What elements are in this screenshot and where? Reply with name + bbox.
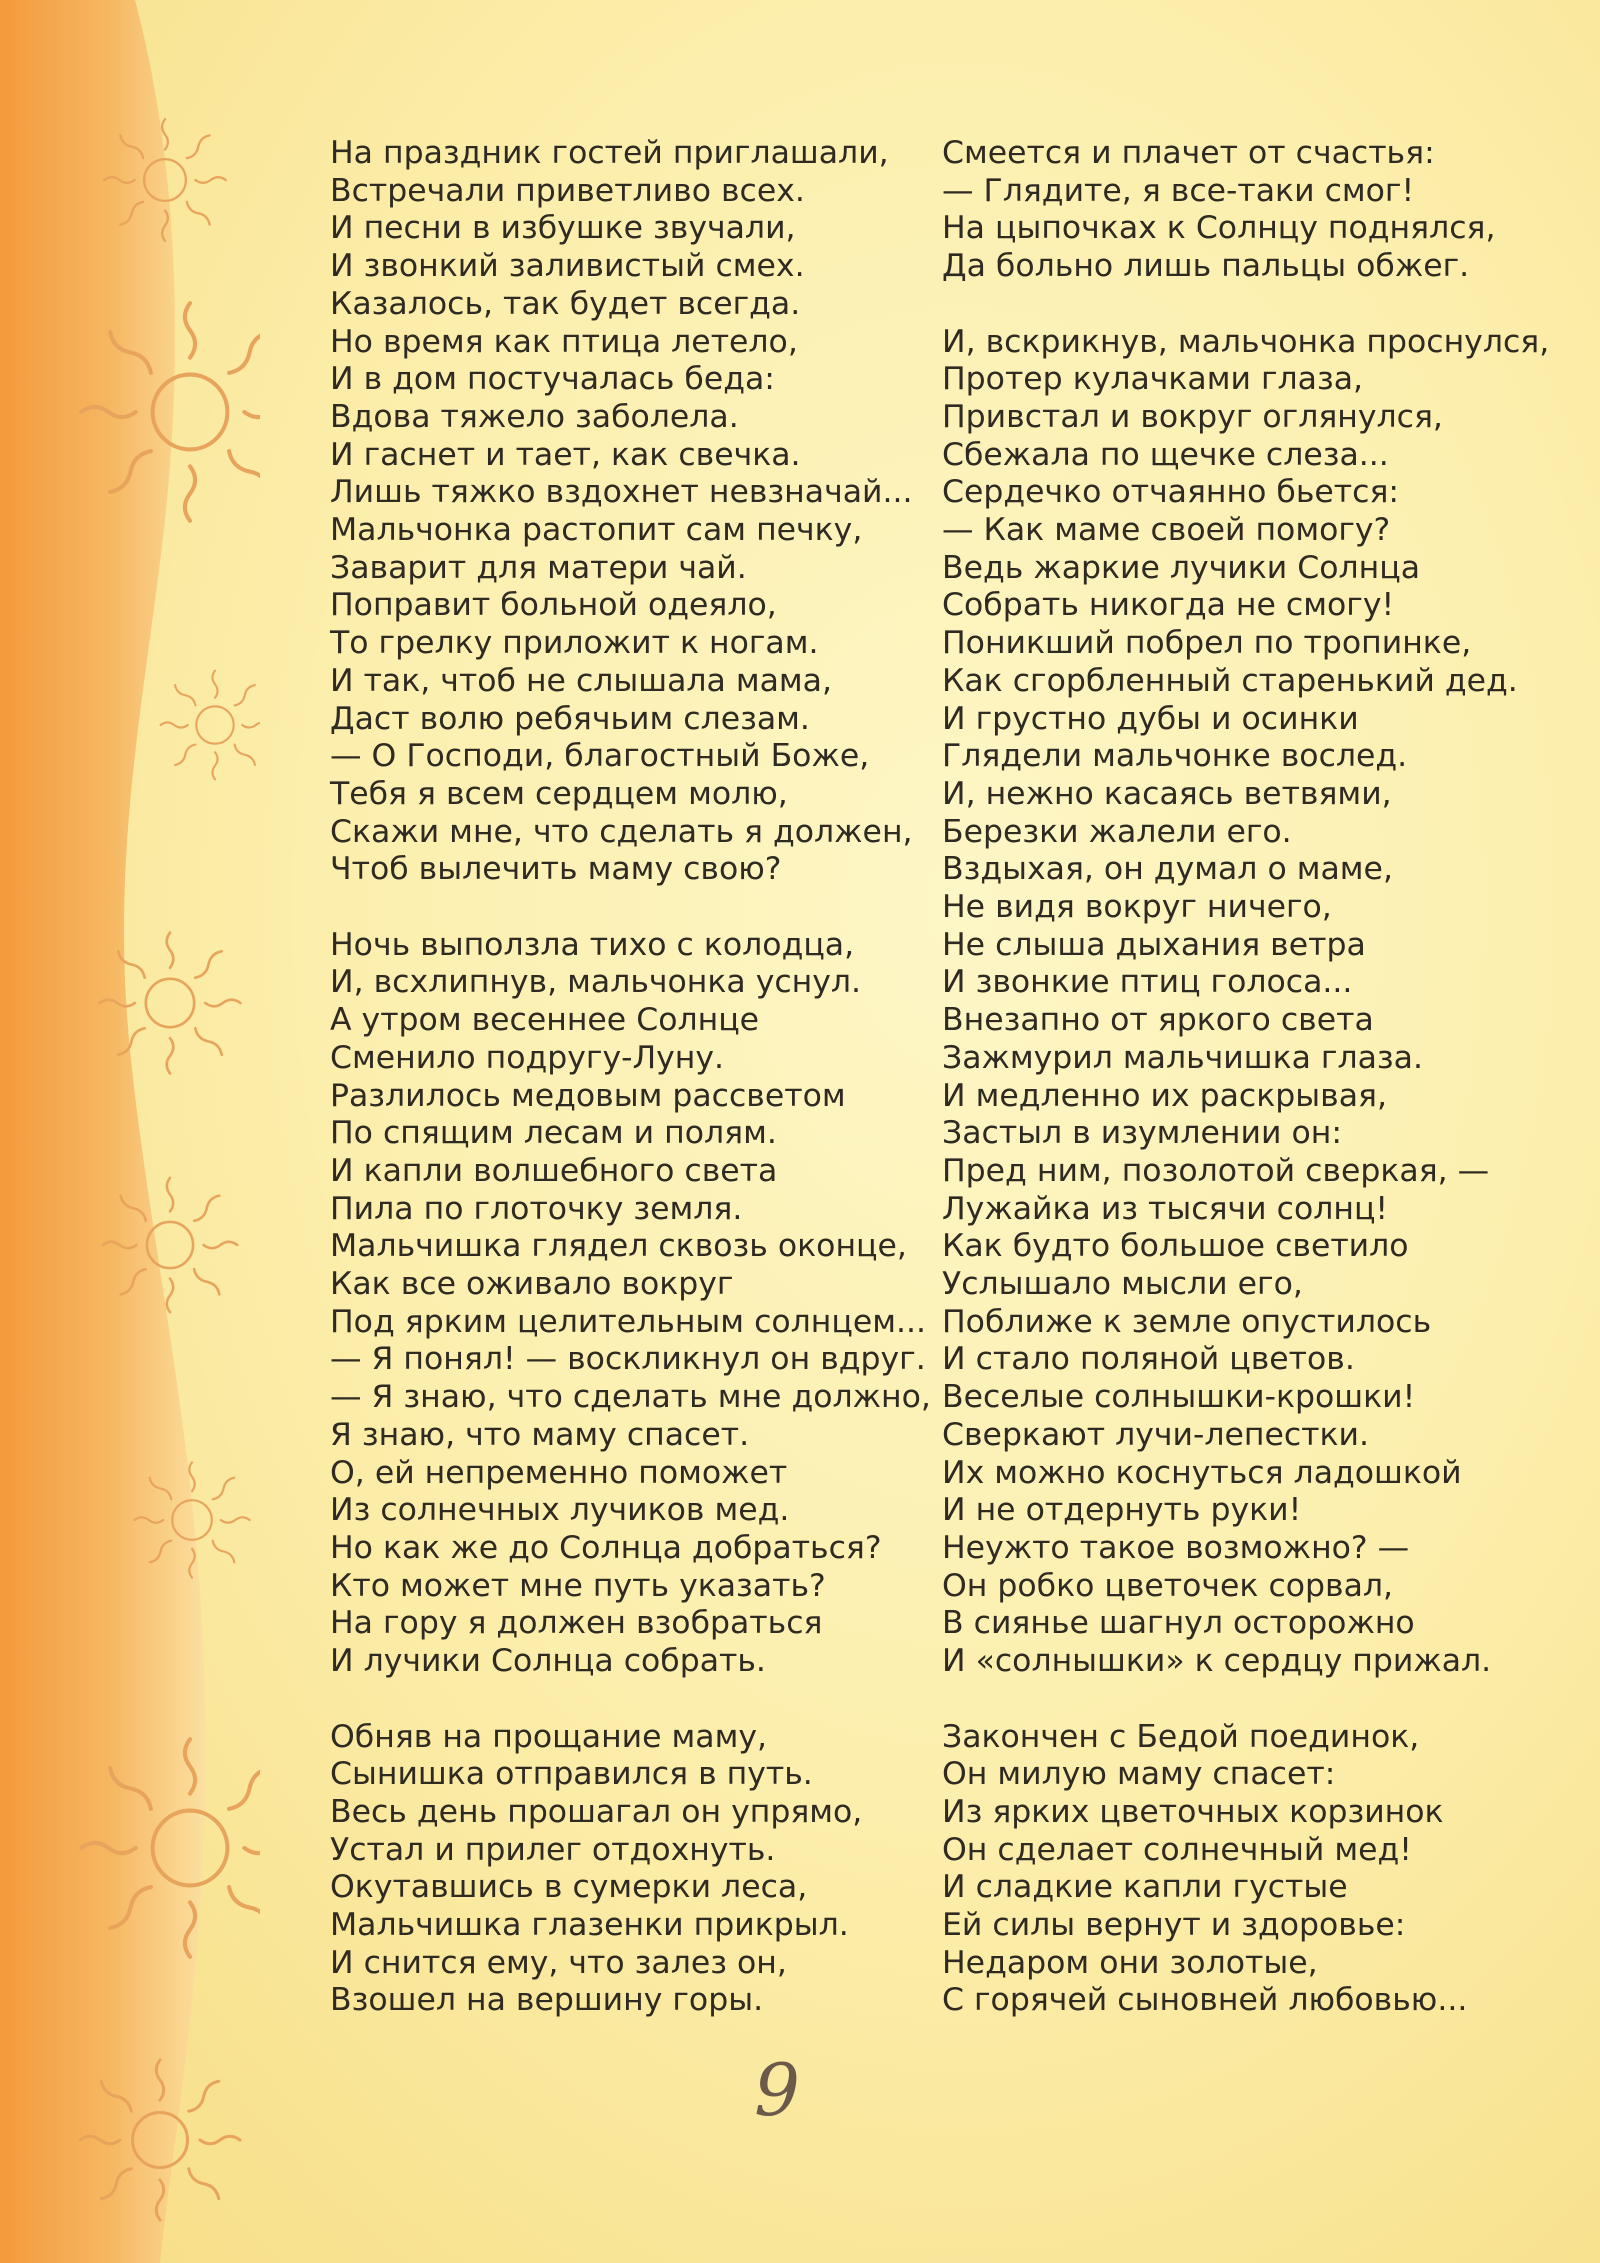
poem-line: Вздыхая, он думал о маме, bbox=[942, 851, 1393, 888]
poem-line: И сладкие капли густые bbox=[942, 1869, 1348, 1906]
poem-line: Он робко цветочек сорвал, bbox=[942, 1567, 1394, 1604]
stanza bbox=[942, 1719, 1582, 2021]
poem-line: Он сделает солнечный мед! bbox=[942, 1831, 1412, 1868]
sun-icon bbox=[103, 1178, 237, 1312]
poem-line: И гаснет и тает, как свечка. bbox=[330, 436, 801, 473]
poem-line: С горячей сыновней любовью... bbox=[942, 1982, 1468, 2019]
poem-line: И звонкий заливистый смех. bbox=[330, 248, 805, 285]
poem-line: Взошел на вершину горы. bbox=[330, 1982, 764, 2019]
poem-line: Сменило подругу-Луну. bbox=[330, 1039, 725, 1076]
poem-line: Как будто большое светило bbox=[942, 1228, 1409, 1265]
poem-line: Веселые солнышки-крошки! bbox=[942, 1379, 1416, 1416]
poem-line: На праздник гостей приглашали, bbox=[330, 135, 889, 171]
sun-decorations bbox=[0, 0, 260, 2263]
poem-line: Обняв на прощание маму, bbox=[330, 1718, 768, 1755]
poem-line: И стало поляной цветов. bbox=[942, 1341, 1355, 1378]
poem-line: Их можно коснуться ладошкой bbox=[942, 1454, 1462, 1491]
poem-line: Чтоб вылечить маму свою? bbox=[330, 851, 782, 888]
poem-line: Как все оживало вокруг bbox=[330, 1266, 734, 1303]
poem-line: Но время как птица летело, bbox=[330, 323, 798, 360]
poem-line: Зажмурил мальчишка глаза. bbox=[942, 1039, 1423, 1076]
poem-line: Под ярким целительным солнцем... bbox=[330, 1303, 927, 1340]
poem-line: О, ей непременно поможет bbox=[330, 1454, 788, 1491]
poem-line: И в дом постучалась беда: bbox=[330, 361, 775, 398]
poem-line: Ночь выползла тихо с колодца, bbox=[330, 926, 855, 963]
poem-line: Не слыша дыхания ветра bbox=[942, 926, 1366, 963]
poem-line: То грелку приложит к ногам. bbox=[330, 625, 819, 662]
poem-line: Поправит больной одеяло, bbox=[330, 587, 777, 624]
sun-icon bbox=[100, 933, 241, 1074]
poem-line: И лучики Солнца собрать. bbox=[330, 1643, 766, 1680]
poem-line: Весь день прошагал он упрямо, bbox=[330, 1793, 863, 1830]
poem-line: И так, чтоб не слышала мама, bbox=[330, 662, 832, 699]
poem-line: Сверкают лучи-лепестки. bbox=[942, 1416, 1370, 1453]
poem-line: Березки жалели его. bbox=[942, 813, 1292, 850]
poem-line: И медленно их раскрывая, bbox=[942, 1077, 1387, 1114]
poem-line: Услышало мысли его, bbox=[942, 1266, 1303, 1303]
poem-line: Привстал и вокруг оглянулся, bbox=[942, 398, 1443, 435]
poem-line: И, нежно касаясь ветвями, bbox=[942, 775, 1392, 812]
poem-line: Поближе к земле опустилось bbox=[942, 1303, 1432, 1340]
poem-line: Мальчишка глазенки прикрыл. bbox=[330, 1907, 849, 1944]
poem-line: Даст волю ребячьим слезам. bbox=[330, 700, 810, 737]
sun-icon bbox=[161, 671, 260, 780]
poem-line: Неужто такое возможно? — bbox=[942, 1530, 1410, 1566]
poem-line: Ей силы вернут и здоровье: bbox=[942, 1907, 1406, 1944]
poem-line: Собрать никогда не смогу! bbox=[942, 587, 1395, 624]
poem-line: Окутавшись в сумерки леса, bbox=[330, 1869, 808, 1906]
poem-line: Встречали приветливо всех. bbox=[330, 172, 805, 209]
poem-line: — О Господи, благостный Боже, bbox=[330, 738, 870, 775]
poem-line: Тебя я всем сердцем молю, bbox=[330, 775, 788, 812]
poem-line: Не видя вокруг ничего, bbox=[942, 889, 1332, 926]
poem-line: И песни в избушке звучали, bbox=[330, 210, 796, 247]
poem-line: Протер кулачками глаза, bbox=[942, 361, 1364, 398]
poem-line: А утром весеннее Солнце bbox=[330, 1002, 760, 1039]
poem-line: Внезапно от яркого света bbox=[942, 1002, 1374, 1039]
poem-line: Устал и прилег отдохнуть. bbox=[330, 1831, 776, 1868]
stanza bbox=[330, 927, 930, 1681]
poem-line: Лужайка из тысячи солнц! bbox=[942, 1190, 1389, 1227]
poem-line: Он милую маму спасет: bbox=[942, 1756, 1336, 1793]
poem-line: Недаром они золотые, bbox=[942, 1944, 1318, 1981]
poem-line: На гору я должен взобраться bbox=[330, 1605, 823, 1642]
poem-line: Поникший побрел по тропинке, bbox=[942, 625, 1472, 662]
poem-line: Казалось, так будет всегда. bbox=[330, 285, 801, 322]
poem-line: — Я знаю, что сделать мне должно, bbox=[330, 1379, 931, 1416]
stanza bbox=[942, 324, 1582, 1681]
poem-line: И капли волшебного света bbox=[330, 1152, 778, 1189]
poem-line: Но как же до Солнца добраться? bbox=[330, 1530, 882, 1566]
poem-line: Скажи мне, что сделать я должен, bbox=[330, 813, 913, 850]
poem-line: Глядели мальчонке вослед. bbox=[942, 738, 1408, 775]
poem-line: Кто может мне путь указать? bbox=[330, 1567, 826, 1604]
poem-line: И «солнышки» к сердцу прижал. bbox=[942, 1643, 1492, 1680]
stanza bbox=[330, 1719, 930, 2021]
stanza bbox=[942, 135, 1582, 286]
stanza bbox=[330, 135, 930, 889]
sun-icon bbox=[81, 303, 260, 521]
poem-line: Лишь тяжко вздохнет невзначай... bbox=[330, 474, 913, 511]
poem-line: Ведь жаркие лучики Солнца bbox=[942, 549, 1421, 586]
sun-icon bbox=[104, 119, 226, 241]
poem-line: Пред ним, позолотой сверкая, — bbox=[942, 1152, 1490, 1189]
poem-line: Да больно лишь пальцы обжег. bbox=[942, 248, 1470, 285]
poem-line: В сиянье шагнул осторожно bbox=[942, 1605, 1415, 1642]
poem-line: — Я понял! — воскликнул он вдруг. bbox=[330, 1341, 926, 1378]
poem-line: И, всхлипнув, мальчонка уснул. bbox=[330, 964, 862, 1001]
poem-line: И снится ему, что залез он, bbox=[330, 1944, 787, 1981]
poem-line: Разлилось медовым рассветом bbox=[330, 1077, 846, 1114]
poem-left-column bbox=[330, 135, 930, 2058]
poem-line: Как сгорбленный старенький дед. bbox=[942, 662, 1518, 699]
poem-line: Заварит для матери чай. bbox=[330, 549, 747, 586]
poem-line: Я знаю, что маму спасет. bbox=[330, 1416, 750, 1453]
poem-line: Из ярких цветочных корзинок bbox=[942, 1793, 1444, 1830]
poem-line: Смеется и плачет от счастья: bbox=[942, 135, 1435, 171]
poem-line: И не отдернуть руки! bbox=[942, 1492, 1302, 1529]
poem-line: Сбежала по щечке слеза... bbox=[942, 436, 1389, 473]
sun-icon bbox=[81, 1739, 260, 1957]
poem-line: По спящим лесам и полям. bbox=[330, 1115, 777, 1152]
poem-line: И грустно дубы и осинки bbox=[942, 700, 1359, 737]
poem-line: И, вскрикнув, мальчонка проснулся, bbox=[942, 323, 1550, 360]
poem-right-column bbox=[942, 135, 1582, 2058]
sun-icon bbox=[80, 2060, 240, 2220]
poem-line: Из солнечных лучиков мед. bbox=[330, 1492, 790, 1529]
poem-line: Мальчишка глядел сквозь оконце, bbox=[330, 1228, 907, 1265]
poem-line: Пила по глоточку земля. bbox=[330, 1190, 743, 1227]
poem-line: — Как маме своей помогу? bbox=[942, 512, 1391, 549]
poem-line: Сынишка отправился в путь. bbox=[330, 1756, 813, 1793]
sun-icon bbox=[134, 1462, 249, 1577]
poem-line: На цыпочках к Солнцу поднялся, bbox=[942, 210, 1496, 247]
poem-line: — Глядите, я все-таки смог! bbox=[942, 172, 1415, 209]
poem-line: И звонкие птиц голоса... bbox=[942, 964, 1353, 1001]
page-number: 9 bbox=[754, 2048, 800, 2132]
poem-line: Застыл в изумлении он: bbox=[942, 1115, 1342, 1152]
poem-line: Вдова тяжело заболела. bbox=[330, 398, 739, 435]
poem-line: Закончен с Бедой поединок, bbox=[942, 1718, 1420, 1755]
poem-line: Сердечко отчаянно бьется: bbox=[942, 474, 1400, 511]
poem-line: Мальчонка растопит сам печку, bbox=[330, 512, 863, 549]
